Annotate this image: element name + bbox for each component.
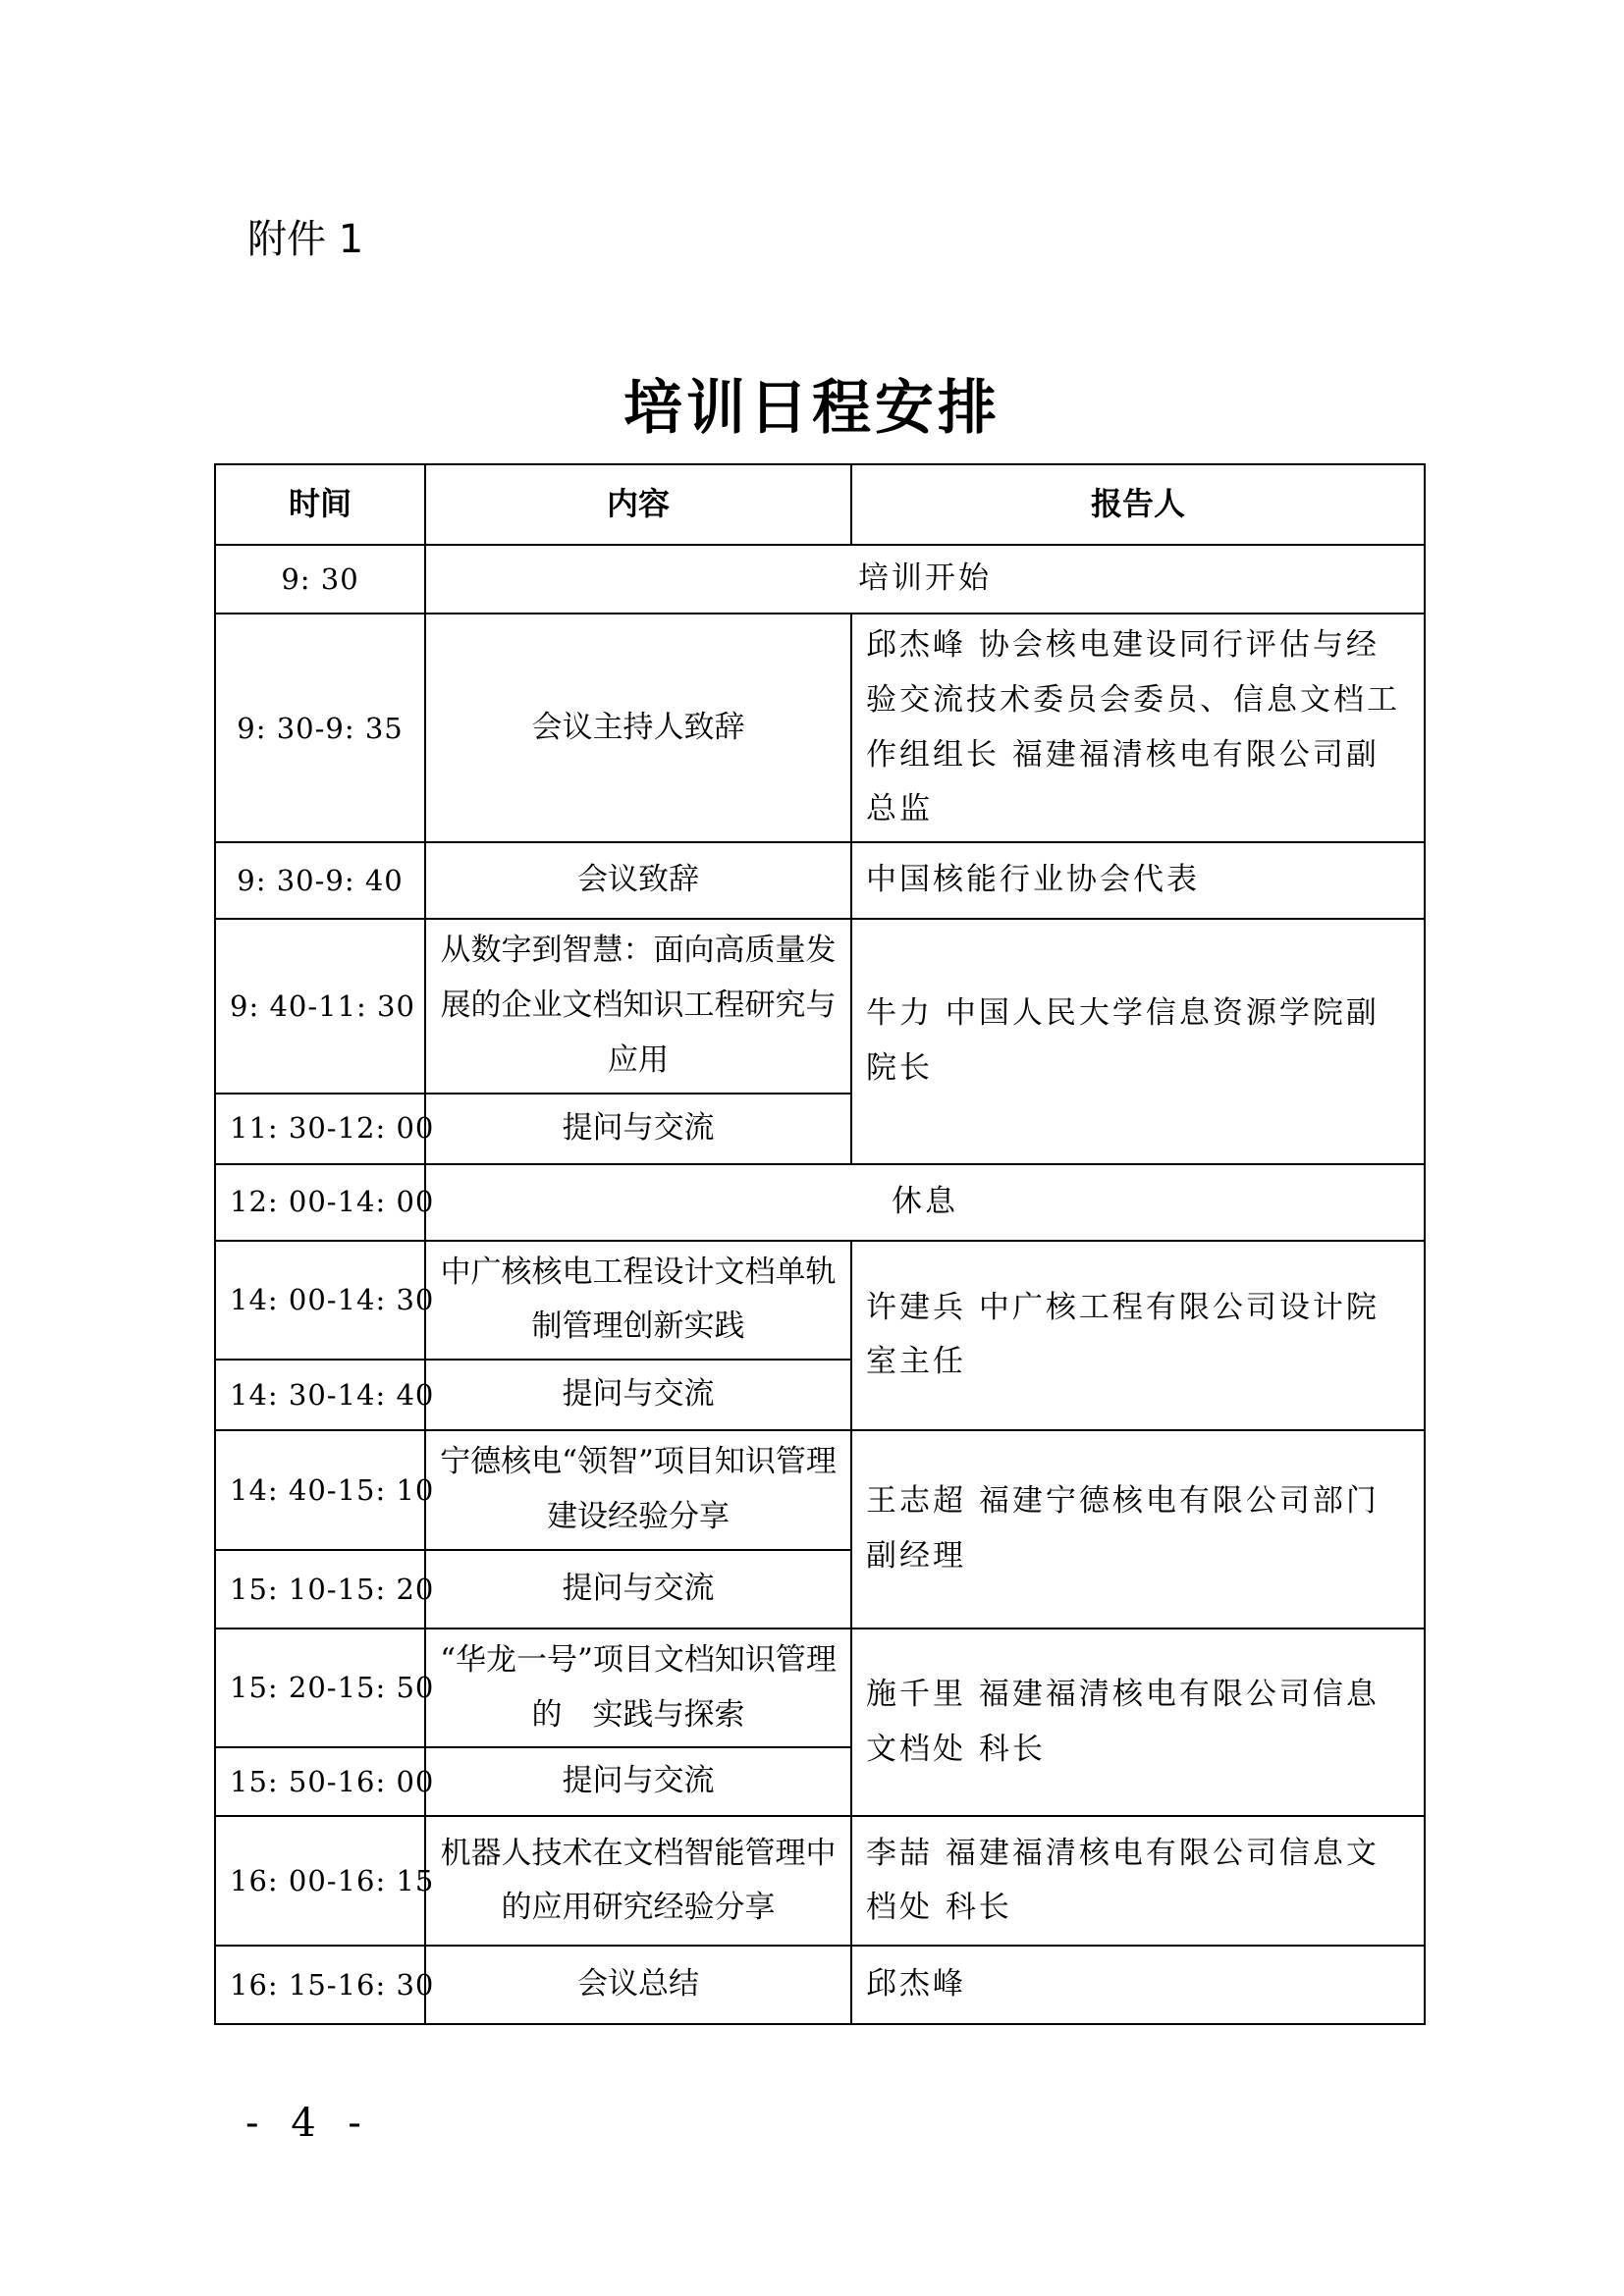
merged-cell: 培训开始 bbox=[425, 545, 1425, 614]
table-row bbox=[215, 1241, 1425, 1361]
content-cell: 会议主持人致辞 bbox=[425, 614, 851, 842]
table-row bbox=[215, 1816, 1425, 1946]
table-row bbox=[215, 545, 1425, 614]
table-row bbox=[215, 842, 1425, 919]
time-cell: 15: 20-15: 50 bbox=[215, 1629, 425, 1748]
table-row bbox=[215, 1946, 1425, 2024]
content-cell: 提问与交流 bbox=[425, 1550, 851, 1629]
time-cell: 16: 00-16: 15 bbox=[215, 1816, 425, 1946]
table-row bbox=[215, 1430, 1425, 1550]
speaker-cell: 许建兵 中广核工程有限公司设计院室主任 bbox=[851, 1241, 1425, 1431]
time-cell: 15: 50-16: 00 bbox=[215, 1747, 425, 1816]
content-cell: 会议总结 bbox=[425, 1946, 851, 2024]
content-cell: 提问与交流 bbox=[425, 1360, 851, 1430]
merged-cell: 休息 bbox=[425, 1164, 1425, 1241]
speaker-cell: 邱杰峰 bbox=[851, 1946, 1425, 2024]
content-cell: 机器人技术在文档智能管理中的应用研究经验分享 bbox=[425, 1816, 851, 1946]
time-cell: 12: 00-14: 00 bbox=[215, 1164, 425, 1241]
speaker-cell: 李喆 福建福清核电有限公司信息文档处 科长 bbox=[851, 1816, 1425, 1946]
speaker-cell: 牛力 中国人民大学信息资源学院副院长 bbox=[851, 919, 1425, 1163]
time-cell: 14: 00-14: 30 bbox=[215, 1241, 425, 1361]
page-number: - 4 - bbox=[245, 2101, 371, 2146]
speaker-cell: 施千里 福建福清核电有限公司信息文档处 科长 bbox=[851, 1629, 1425, 1817]
content-cell: “华龙一号”项目文档知识管理的 实践与探索 bbox=[425, 1629, 851, 1748]
content-cell: 会议致辞 bbox=[425, 842, 851, 919]
header-content: 内容 bbox=[425, 464, 851, 545]
time-cell: 9: 30-9: 40 bbox=[215, 842, 425, 919]
speaker-cell: 邱杰峰 协会核电建设同行评估与经验交流技术委员会委员、信息文档工作组组长 福建福清核电有限公司副总监 bbox=[851, 614, 1425, 842]
content-cell: 提问与交流 bbox=[425, 1094, 851, 1164]
schedule-table bbox=[214, 463, 1426, 2025]
speaker-cell: 王志超 福建宁德核电有限公司部门副经理 bbox=[851, 1430, 1425, 1629]
time-cell: 14: 30-14: 40 bbox=[215, 1360, 425, 1430]
time-cell: 9: 40-11: 30 bbox=[215, 919, 425, 1093]
content-cell: 宁德核电“领智”项目知识管理建设经验分享 bbox=[425, 1430, 851, 1550]
time-cell: 9: 30 bbox=[215, 545, 425, 614]
content-cell: 提问与交流 bbox=[425, 1747, 851, 1816]
table-row bbox=[215, 614, 1425, 842]
content-cell: 中广核核电工程设计文档单轨制管理创新实践 bbox=[425, 1241, 851, 1361]
content-cell: 从数字到智慧：面向高质量发展的企业文档知识工程研究与应用 bbox=[425, 919, 851, 1093]
speaker-cell: 中国核能行业协会代表 bbox=[851, 842, 1425, 919]
table-row bbox=[215, 1629, 1425, 1748]
time-cell: 9: 30-9: 35 bbox=[215, 614, 425, 842]
time-cell: 11: 30-12: 00 bbox=[215, 1094, 425, 1164]
time-cell: 16: 15-16: 30 bbox=[215, 1946, 425, 2024]
table-row bbox=[215, 1164, 1425, 1241]
table-row bbox=[215, 919, 1425, 1093]
table-header-row bbox=[215, 464, 1425, 545]
time-cell: 14: 40-15: 10 bbox=[215, 1430, 425, 1550]
time-cell: 15: 10-15: 20 bbox=[215, 1550, 425, 1629]
header-time: 时间 bbox=[215, 464, 425, 545]
attachment-label: 附件 1 bbox=[247, 217, 364, 262]
page-title: 培训日程安排 bbox=[623, 374, 1001, 443]
header-speaker: 报告人 bbox=[851, 464, 1425, 545]
